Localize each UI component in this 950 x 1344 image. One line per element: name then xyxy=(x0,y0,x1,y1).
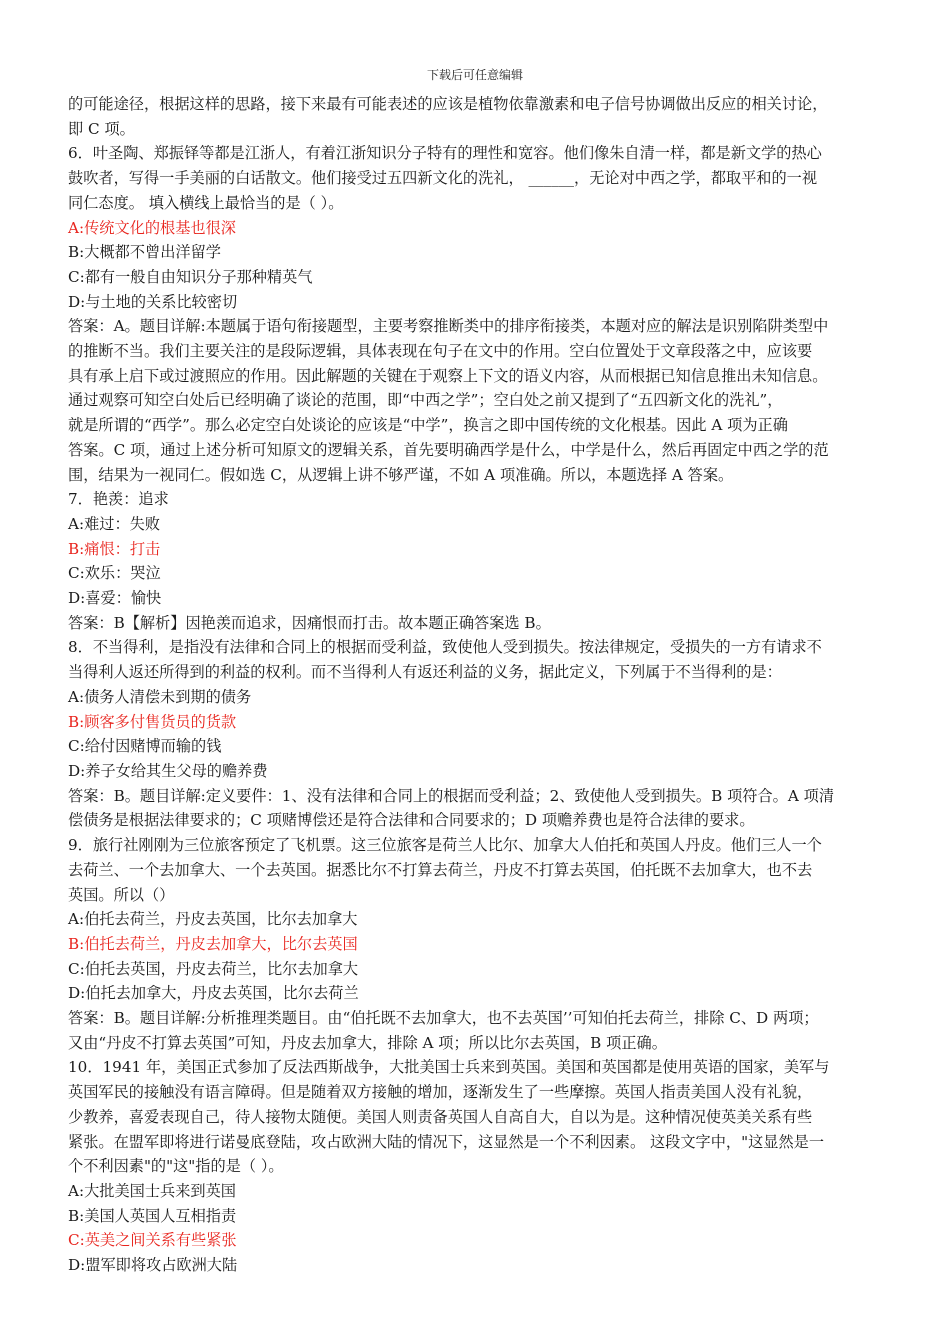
question-10-option-c-correct: C:英美之间关系有些紧张 xyxy=(68,1231,237,1250)
question-7-option-a: A:难过：失败 xyxy=(68,514,161,533)
question-6-answer: 具有承上启下或过渡照应的作用。因此解题的关键在于观察上下文的语义内容，从而根据已知信息推出未知信息。 xyxy=(68,366,828,385)
question-6-answer: 答案。C 项，通过上述分析可知原文的逻辑关系，首先要明确西学是什么，中学是什么，然后再固定中西之学的范 xyxy=(68,440,829,459)
question-6-stem: 同仁态度。 填入横线上最恰当的是（ ）。 xyxy=(68,193,344,212)
question-6-option-b: B:大概都不曾出洋留学 xyxy=(68,243,221,262)
question-6-option-a-correct: A:传统文化的根基也很深 xyxy=(68,218,236,237)
intro-line: 的可能途径，根据这样的思路，接下来最有可能表述的应该是植物依靠激素和电子信号协调做出反应的相关讨论， xyxy=(68,95,828,113)
question-8-option-b-correct: B:顾客多付售货员的货款 xyxy=(68,712,237,731)
question-9-option-b-correct: B:伯托去荷兰，丹皮去加拿大，比尔去英国 xyxy=(68,934,358,953)
question-9-stem: 英国。所以（） xyxy=(68,885,175,904)
page-header: 下载后可任意编辑 xyxy=(426,68,523,82)
question-9-option-c: C:伯托去英国，丹皮去荷兰，比尔去加拿大 xyxy=(68,959,359,978)
question-10-stem: 10．1941 年，美国正式参加了反法西斯战争，大批美国士兵来到英国。美国和英国都是使用英语的国家，美军与 xyxy=(68,1058,830,1077)
question-10-option-b: B:美国人英国人互相指责 xyxy=(68,1206,237,1225)
question-6-answer: 答案：A。题目详解:本题属于语句衔接题型，主要考察推断类中的排序衔接类，本题对应的解法是识别陷阱类型中 xyxy=(68,317,829,336)
question-9-option-a: A:伯托去荷兰，丹皮去英国，比尔去加拿大 xyxy=(68,910,358,929)
question-6-stem: 鼓吹者，写得一手美丽的白话散文。他们接受过五四新文化的洗礼， ______，无论对中西之学，都取平和的一视 xyxy=(68,169,818,188)
question-6-option-d: D:与土地的关系比较密切 xyxy=(68,292,238,311)
question-9-stem: 去荷兰、一个去加拿大、一个去英国。据悉比尔不打算去荷兰，丹皮不打算去英国，伯托既不去加拿大，也不去 xyxy=(68,860,813,879)
question-7-answer: 答案：B【解析】因艳羡而追求，因痛恨而打击。故本题正确答案选 B。 xyxy=(68,613,551,632)
question-8-stem: 当得利人返还所得到的利益的权利。而不当得利人有返还利益的义务，据此定义，下列属于不当得利的是： xyxy=(68,663,782,682)
question-6-answer: 通过观察可知空白处后已经明确了谈论的范围，即“中西之学”；空白处之前又提到了“五四新文化的洗礼”， xyxy=(68,391,783,410)
question-6-answer: 的推断不当。我们主要关注的是段际逻辑，具体表现在句子在文中的作用。空白位置处于文章段落之中，应该要 xyxy=(68,342,813,361)
question-7-option-c: C:欢乐：哭泣 xyxy=(68,564,161,583)
question-6-option-c: C:都有一般自由知识分子那种精英气 xyxy=(68,267,313,286)
question-7-stem: 7．艳羡：追求 xyxy=(68,490,169,509)
question-7-option-d: D:喜爱：愉快 xyxy=(68,589,162,608)
question-9-option-d: D:伯托去加拿大，丹皮去英国，比尔去荷兰 xyxy=(68,984,359,1003)
question-10-stem: 紧张。在盟军即将进行诺曼底登陆，攻占欧洲大陆的情况下，这显然是一个不利因素。 这段文字中，"这显然是一 xyxy=(68,1132,825,1151)
question-9-answer: 答案：B。题目详解:分析推理类题目。由“伯托既不去加拿大，也不去英国’’可知伯托去荷兰，排除 C、D 两项； xyxy=(68,1009,819,1028)
question-6-answer: 围，结果为一视同仁。假如选 C，从逻辑上讲不够严谨，不如 A 项准确。所以，本题选择 A 答案。 xyxy=(68,465,734,484)
question-9-answer: 又由“丹皮不打算去英国”可知，丹皮去加拿大，排除 A 项；所以比尔去英国，B 项正确。 xyxy=(68,1033,667,1052)
question-10-stem: 英国军民的接触没有语言障碍。但是随着双方接触的增加，逐渐发生了一些摩擦。英国人指责美国人没有礼貌， xyxy=(68,1083,813,1102)
question-8-answer: 偿债务是根据法律要求的；C 项赌博偿还是符合法律和合同要求的；D 项赡养费也是符合法律的要求。 xyxy=(68,811,755,830)
intro-line: 即 C 项。 xyxy=(68,119,135,138)
question-6-answer: 就是所谓的“西学”。那么必定空白处谈论的应该是“中学”，换言之即中国传统的文化根基。因此 A 项为正确 xyxy=(68,416,788,435)
question-8-option-a: A:债务人清偿未到期的债务 xyxy=(68,687,252,706)
question-10-stem: 少教养，喜爱表现自己，待人接物太随便。美国人则责备英国人自高自大，自以为是。这种情况使英美关系有些 xyxy=(68,1107,813,1126)
question-8-stem: 8．不当得利，是指没有法律和合同上的根据而受利益，致使他人受到损失。按法律规定，受损失的一方有请求不 xyxy=(68,638,822,657)
question-8-answer: 答案：B。题目详解:定义要件：1、没有法律和合同上的根据而受利益；2、致使他人受到损失。B 项符合。A 项清 xyxy=(68,786,835,805)
question-6-stem: 6．叶圣陶、郑振铎等都是江浙人，有着江浙知识分子特有的理性和宽容。他们像朱自清一样，都是新文学的热心 xyxy=(68,144,822,163)
question-7-option-b-correct: B:痛恨：打击 xyxy=(68,539,161,558)
question-8-option-d: D:养子女给其生父母的赡养费 xyxy=(68,761,268,780)
question-10-option-a: A:大批美国士兵来到英国 xyxy=(68,1181,236,1200)
question-8-option-c: C:给付因赌博而输的钱 xyxy=(68,737,222,756)
question-10-stem: 个不利因素"的"这"指的是（ ）。 xyxy=(68,1157,284,1176)
question-10-option-d: D:盟军即将攻占欧洲大陆 xyxy=(68,1256,238,1275)
document-body xyxy=(68,92,906,1278)
question-9-stem: 9．旅行社刚刚为三位旅客预定了飞机票。这三位旅客是荷兰人比尔、加拿大人伯托和英国人丹皮。他们三人一个 xyxy=(68,836,822,855)
